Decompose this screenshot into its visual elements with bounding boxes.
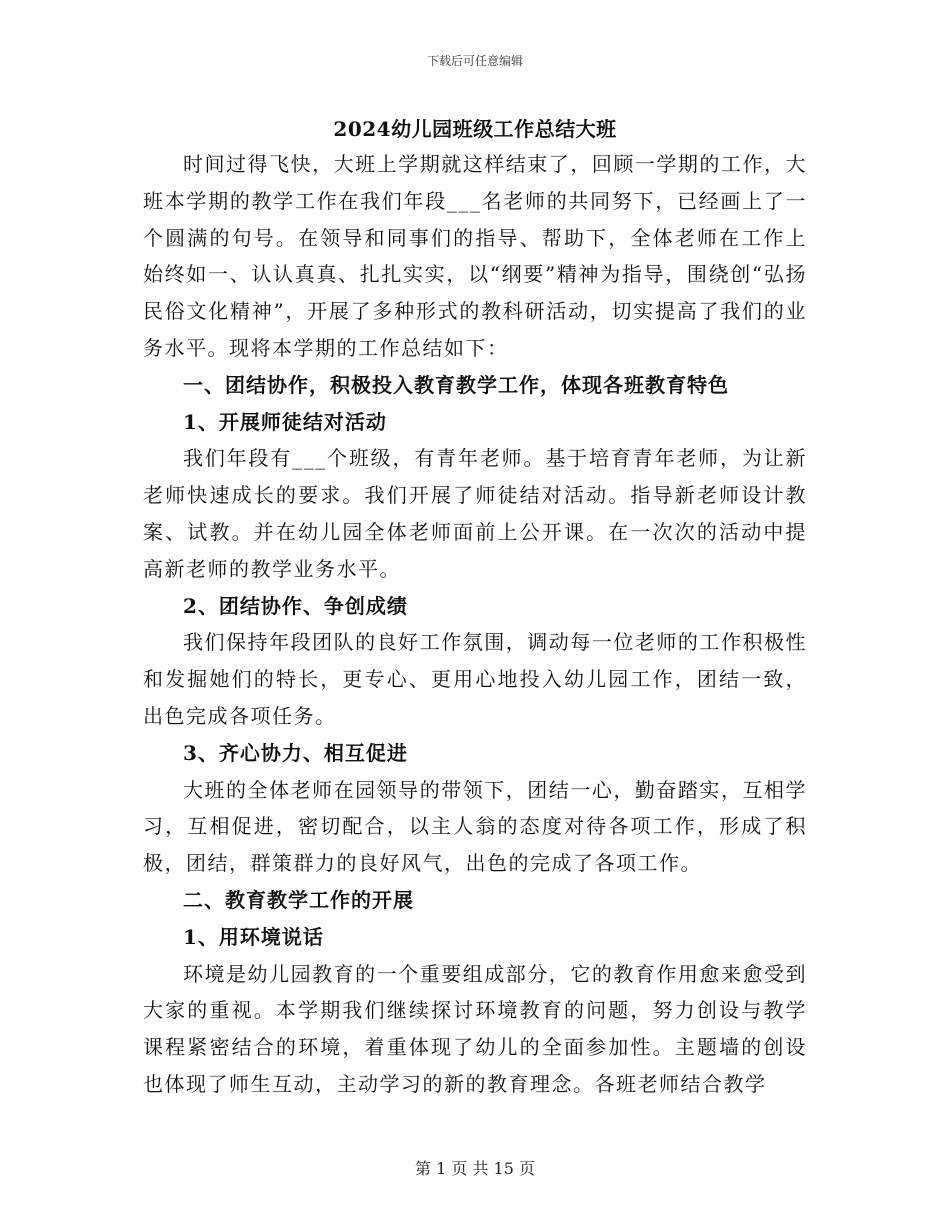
paragraph-teamwork: 我们保持年段团队的良好工作氛围，调动每一位老师的工作积极性和发掘她们的特长，更专心、更用心地投入幼儿园工作，团结一致，出色完成各项任务。 — [143, 630, 807, 728]
section-heading-2: 二、教育教学工作的开展 — [183, 887, 414, 912]
page-footer: 第 1 页 共 15 页 — [415, 1159, 535, 1178]
subsection-heading-1-1: 1、开展师徒结对活动 — [183, 409, 387, 434]
header-note: 下载后可任意编辑 — [426, 54, 523, 68]
subsection-heading-1-3: 3、齐心协力、相互促进 — [183, 740, 408, 765]
paragraph-intro: 时间过得飞快，大班上学期就这样结束了，回顾一学期的工作，大班本学期的教学工作在我们年段___名老师的共同努下，已经画上了一个圆满的句号。在领导和同事们的指导、帮助下，全体老师在工作上始终如一、认认真真、扎扎实实，以“纲要”精神为指导，围绕创“弘扬民俗文化精神”，开展了多种形式的教科研活动，切实提高了我们的业务水平。现将本学期的工作总结如下： — [143, 152, 807, 360]
paragraph-environment: 环境是幼儿园教育的一个重要组成部分，它的教育作用愈来愈受到大家的重视。本学期我们继续探讨环境教育的问题，努力创设与教学课程紧密结合的环境，着重体现了幼儿的全面参加性。主题墙的创设也体现了师生互动，主动学习的新的教育理念。各班老师结合教学 — [143, 961, 807, 1096]
paragraph-mentoring: 我们年段有___个班级，有青年老师。基于培育青年老师，为让新老师快速成长的要求。我们开展了师徒结对活动。指导新老师设计教案、试教。并在幼儿园全体老师面前上公开课。在一次次的活动中提高新老师的教学业务水平。 — [143, 446, 807, 581]
document-body — [143, 112, 807, 1103]
paragraph-cooperation: 大班的全体老师在园领导的带领下，团结一心，勤奋踏实，互相学习，互相促进，密切配合，以主人翁的态度对待各项工作，形成了积极，团结，群策群力的良好风气，出色的完成了各项工作。 — [143, 777, 807, 876]
document-title: 2024幼儿园班级工作总结大班 — [333, 117, 617, 141]
section-heading-1: 一、团结协作，积极投入教育教学工作，体现各班教育特色 — [183, 372, 729, 397]
subsection-heading-1-2: 2、团结协作、争创成绩 — [183, 593, 408, 618]
subsection-heading-2-1: 1、用环境说话 — [183, 924, 324, 949]
